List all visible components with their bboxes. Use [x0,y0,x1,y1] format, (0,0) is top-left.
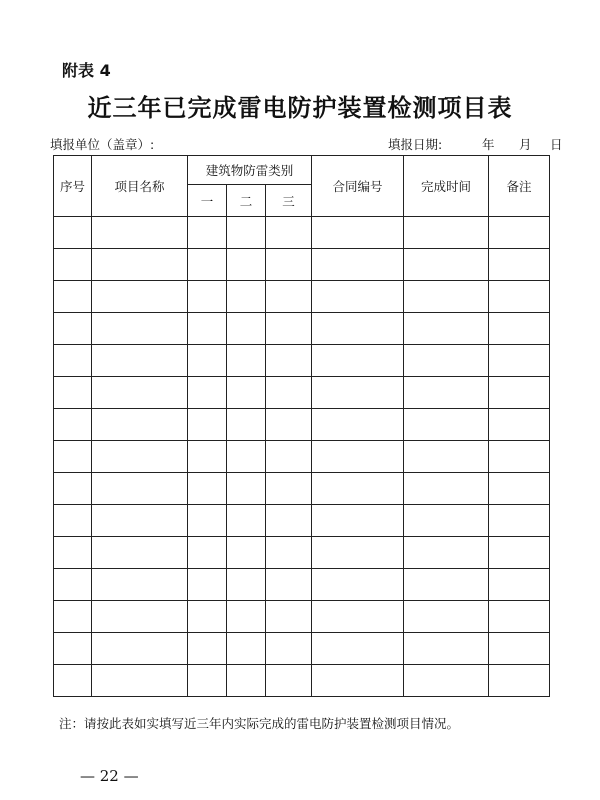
table-body [54,217,550,697]
table-cell[interactable] [92,569,188,601]
table-cell[interactable] [266,505,312,537]
table-row [54,633,550,665]
table-cell[interactable] [92,473,188,505]
table-cell[interactable] [92,281,188,313]
table-cell[interactable] [489,537,550,569]
table-cell[interactable] [54,217,92,249]
table-cell[interactable] [489,345,550,377]
date-month-label: 月 [519,137,532,152]
table-row [54,313,550,345]
table-cell[interactable] [227,569,266,601]
table-cell[interactable] [266,409,312,441]
table-cell[interactable] [404,665,489,697]
table-cell[interactable] [188,601,227,633]
table-cell[interactable] [227,281,266,313]
table-cell[interactable] [266,345,312,377]
table-row [54,473,550,505]
table-cell[interactable] [404,345,489,377]
table-cell[interactable] [266,633,312,665]
table-cell[interactable] [404,313,489,345]
table-cell[interactable] [188,217,227,249]
table-cell[interactable] [227,441,266,473]
table-cell[interactable] [227,409,266,441]
table-cell[interactable] [489,505,550,537]
form-meta-row [50,135,565,153]
table-cell[interactable] [92,377,188,409]
table-cell[interactable] [54,345,92,377]
footnote: 注：请按此表如实填写近三年内实际完成的雷电防护装置检测项目情况。 [59,716,460,731]
table-cell[interactable] [92,345,188,377]
date-day-label: 日 [550,137,563,152]
table-cell[interactable] [404,569,489,601]
table-row [54,249,550,281]
table-cell[interactable] [489,281,550,313]
table-cell[interactable] [312,409,404,441]
table-cell[interactable] [54,377,92,409]
header-completion-time: 完成时间 [404,156,489,217]
table-cell[interactable] [489,217,550,249]
table-cell[interactable] [227,377,266,409]
table-cell[interactable] [404,441,489,473]
table-cell[interactable] [188,569,227,601]
table-cell[interactable] [188,281,227,313]
table-cell[interactable] [92,217,188,249]
project-table [53,155,550,697]
table-cell[interactable] [489,409,550,441]
table-cell[interactable] [312,217,404,249]
table-cell[interactable] [266,377,312,409]
table-cell[interactable] [312,569,404,601]
table-cell[interactable] [312,473,404,505]
table-row [54,217,550,249]
table-cell[interactable] [404,633,489,665]
table-row [54,377,550,409]
annex-label: 附表 4 [62,61,111,80]
table-cell[interactable] [188,249,227,281]
header-category-2: 二 [227,185,266,217]
table-cell[interactable] [54,313,92,345]
table-cell[interactable] [92,633,188,665]
table-cell[interactable] [54,633,92,665]
table-row [54,345,550,377]
table-cell[interactable] [404,249,489,281]
reporting-date-label: 填报日期: [388,137,443,152]
table-cell[interactable] [54,665,92,697]
table-cell[interactable] [266,249,312,281]
table-cell[interactable] [266,569,312,601]
table-cell[interactable] [489,473,550,505]
table-cell[interactable] [92,665,188,697]
date-year-label: 年 [482,137,495,152]
table-row [54,505,550,537]
table-cell[interactable] [312,281,404,313]
table-cell[interactable] [54,441,92,473]
page-number: — 22 — [80,767,139,785]
table-cell[interactable] [404,537,489,569]
table-cell[interactable] [312,665,404,697]
table-cell[interactable] [54,281,92,313]
table-cell[interactable] [54,505,92,537]
table-cell[interactable] [92,249,188,281]
table-cell[interactable] [312,377,404,409]
table-row [54,281,550,313]
table-cell[interactable] [188,473,227,505]
table-cell[interactable] [54,409,92,441]
table-cell[interactable] [266,665,312,697]
table-cell[interactable] [227,665,266,697]
table-cell[interactable] [404,601,489,633]
table-cell[interactable] [266,313,312,345]
table-cell[interactable] [404,409,489,441]
table-cell[interactable] [312,345,404,377]
table-cell[interactable] [227,249,266,281]
table-cell[interactable] [489,441,550,473]
table-cell[interactable] [312,601,404,633]
table-row [54,409,550,441]
table-cell[interactable] [54,249,92,281]
table-cell[interactable] [92,601,188,633]
table-cell[interactable] [227,313,266,345]
table-cell[interactable] [92,537,188,569]
table-cell[interactable] [92,409,188,441]
table-cell[interactable] [92,441,188,473]
table-cell[interactable] [312,249,404,281]
table-cell[interactable] [188,537,227,569]
table-cell[interactable] [404,505,489,537]
table-cell[interactable] [227,217,266,249]
table-cell[interactable] [312,505,404,537]
table-cell[interactable] [188,441,227,473]
table-cell[interactable] [312,537,404,569]
table-cell[interactable] [188,505,227,537]
table-cell[interactable] [227,537,266,569]
table-row [54,601,550,633]
reporting-unit-label: 填报单位（盖章）: [50,137,155,152]
table-cell[interactable] [266,537,312,569]
table-cell[interactable] [54,473,92,505]
table-cell[interactable] [404,217,489,249]
table-cell[interactable] [188,377,227,409]
table-cell[interactable] [54,601,92,633]
header-category-3: 三 [266,185,312,217]
table-cell[interactable] [489,313,550,345]
header-contract-no: 合同编号 [312,156,404,217]
table-cell[interactable] [312,441,404,473]
header-seq: 序号 [54,156,92,217]
table-cell[interactable] [188,633,227,665]
table-cell[interactable] [227,505,266,537]
table-cell[interactable] [54,569,92,601]
table-row [54,665,550,697]
page-title: 近三年已完成雷电防护装置检测项目表 [87,93,513,122]
table-cell[interactable] [266,281,312,313]
table-cell[interactable] [92,313,188,345]
table-cell[interactable] [188,665,227,697]
table-header-row [54,156,550,185]
table-cell[interactable] [227,345,266,377]
table-cell[interactable] [404,473,489,505]
table-cell[interactable] [404,281,489,313]
table-cell[interactable] [489,601,550,633]
table-cell[interactable] [266,217,312,249]
table-cell[interactable] [227,633,266,665]
header-category-1: 一 [188,185,227,217]
table-cell[interactable] [266,473,312,505]
table-cell[interactable] [489,633,550,665]
table-row [54,537,550,569]
table-cell[interactable] [489,569,550,601]
table-cell[interactable] [489,377,550,409]
table-cell[interactable] [188,313,227,345]
table-cell[interactable] [266,441,312,473]
table-cell[interactable] [312,633,404,665]
table-cell[interactable] [489,249,550,281]
table-cell[interactable] [188,409,227,441]
header-category: 建筑物防雷类别 [188,156,312,185]
table-cell[interactable] [489,665,550,697]
header-remark: 备注 [489,156,550,217]
header-project-name: 项目名称 [92,156,188,217]
table-cell[interactable] [227,473,266,505]
table-cell[interactable] [227,601,266,633]
table-cell[interactable] [92,505,188,537]
table-row [54,569,550,601]
table-cell[interactable] [312,313,404,345]
table-cell[interactable] [404,377,489,409]
table-cell[interactable] [54,537,92,569]
table-cell[interactable] [188,345,227,377]
table-row [54,441,550,473]
table-cell[interactable] [266,601,312,633]
